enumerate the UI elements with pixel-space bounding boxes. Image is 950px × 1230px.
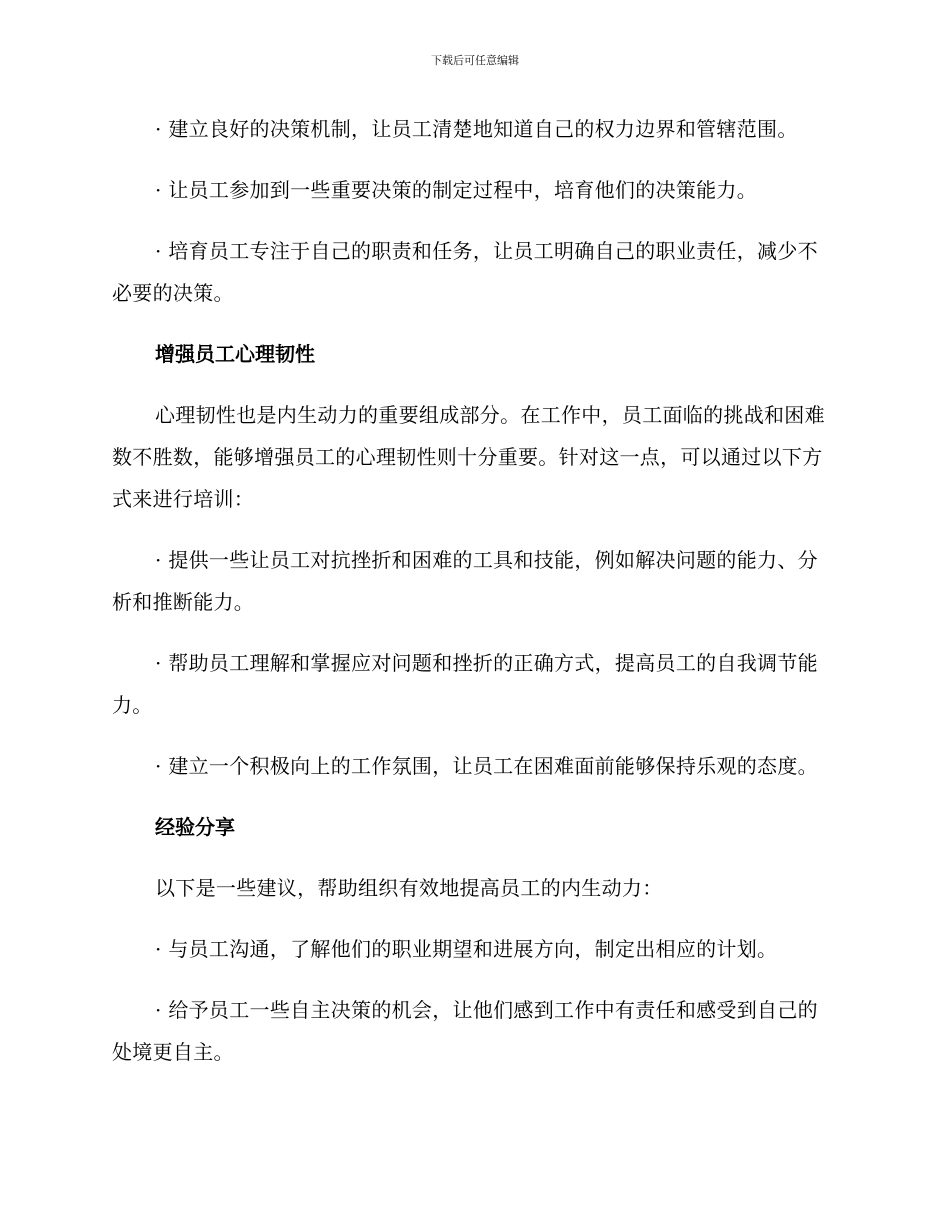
bullet-focus-responsibilities: · 培育员工专注于自己的职责和任务，让员工明确自己的职业责任，减少不必要的决策。 <box>112 239 818 305</box>
section-heading-experience: 经验分享 <box>155 815 235 839</box>
bullet-coping-tools: · 提供一些让员工对抗挫折和困难的工具和技能，例如解决问题的能力、分析和推断能力。 <box>112 548 818 614</box>
bullet-positive-atmosphere: · 建立一个积极向上的工作氛围，让员工在困难面前能够保持乐观的态度。 <box>155 754 818 778</box>
bullet-decision-mechanism: · 建立良好的决策机制，让员工清楚地知道自己的权力边界和管辖范围。 <box>155 117 798 141</box>
bullet-coping-methods: · 帮助员工理解和掌握应对问题和挫折的正确方式，提高员工的自我调节能力。 <box>112 651 818 717</box>
document-body <box>112 108 832 1092</box>
paragraph-resilience-intro: 心理韧性也是内生动力的重要组成部分。在工作中，员工面临的挑战和困难数不胜数，能够增强员工的心理韧性则十分重要。针对这一点，可以通过以下方式来进行培训： <box>112 403 825 511</box>
bullet-communicate-employees: · 与员工沟通，了解他们的职业期望和进展方向，制定出相应的计划。 <box>155 937 778 961</box>
bullet-autonomous-decisions: · 给予员工一些自主决策的机会，让他们感到工作中有责任和感受到自己的处境更自主。 <box>112 998 818 1064</box>
page-header-note: 下载后可任意编辑 <box>431 54 519 67</box>
bullet-participate-decisions: · 让员工参加到一些重要决策的制定过程中，培育他们的决策能力。 <box>155 178 758 202</box>
section-heading-resilience: 增强员工心理韧性 <box>155 342 315 366</box>
paragraph-experience-intro: 以下是一些建议，帮助组织有效地提高员工的内生动力： <box>155 876 663 900</box>
